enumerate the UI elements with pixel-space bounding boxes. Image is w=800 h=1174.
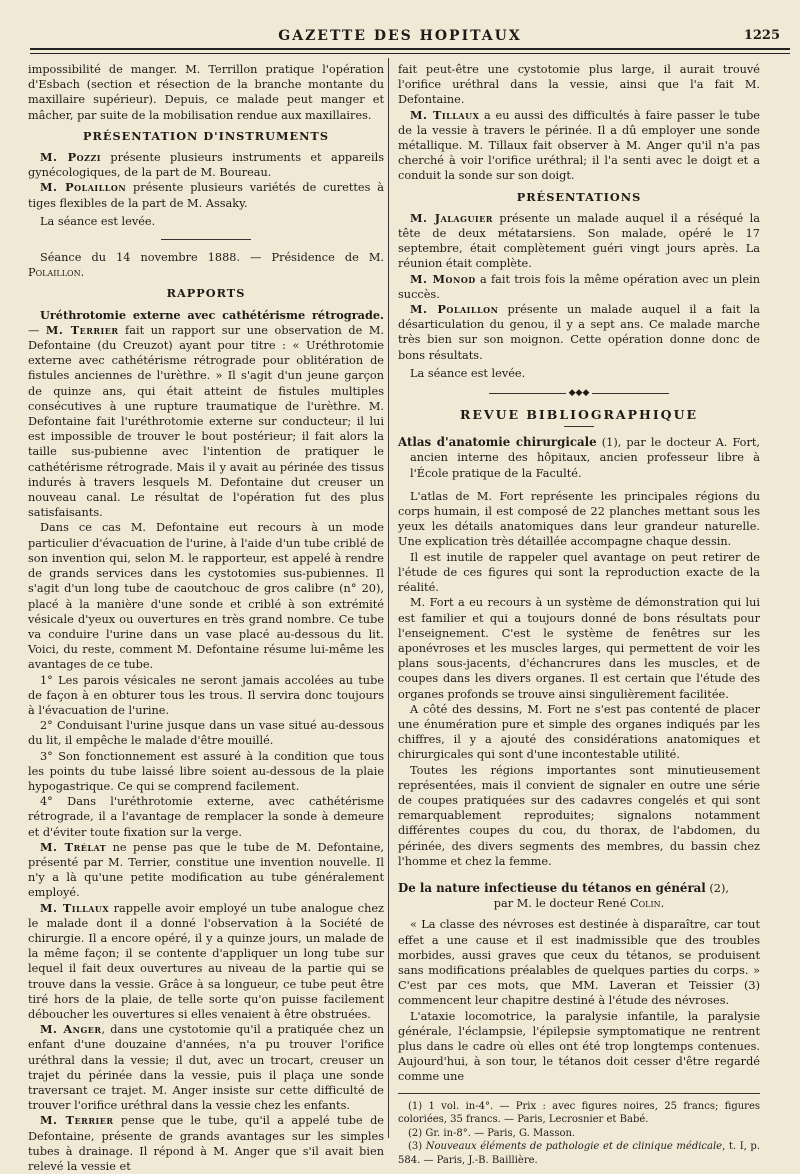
- dash: —: [28, 323, 46, 337]
- footnote-number: (3): [408, 1141, 426, 1153]
- column-divider: [388, 58, 389, 1138]
- header-rule: [30, 48, 790, 54]
- paragraph: Dans ce cas M. Defontaine eut recours à un mode particulier d'évacuation de l'urine, à l'aide d'un tube criblé de son invention qui, selon M. le rapporteur, est appelé à rendre de grands services dans les cystotomies sus-pubiennes. Il s'agit d'un long tube de caoutchouc de gros calibre (n° 20), placé à la manière d'une sonde et criblé à son extrémité vésicale d'yeux ou ouvertures en très grand nombre. Ce tube va conduire l'urine dans un vase placé au-dessous du lit. Voici, du reste, comment M. Defontaine résume lui-même les avantages de ce tube.: [28, 521, 384, 672]
- paragraph: M. Fort a eu recours à un système de démonstration qui lui est familier et qui a toujours donné de bons résultats pour l'enseignement. C'est le système de fenêtres sur les aponévroses et les muscles larges, qui permettent de voir les plans sous-jacents, d'échancrures dans les muscles, et de coupes dans les divers organes. Il est certain que l'étude des organes profonds se trouve ainsi singulièrement facilitée.: [398, 596, 760, 701]
- president-name: Polaillon: [28, 266, 81, 280]
- paragraph: « La classe des névroses est destinée à disparaître, car tout effet a une cause et il est inadmissible que des troubles morbides, aussi graves que ceux du tétanos, se produisent sans modifications préalables de quelques parties du corps. » C'est par ces mots, que MM. Laveran et Teissier (3) commencent leur chapitre destiné à l'étude des névroses.: [398, 918, 760, 1008]
- speaker-name: M. Tillaux: [40, 900, 110, 915]
- paragraph: [28, 1113, 384, 1174]
- paragraph-text: fait un rapport sur une observation de M. Defontaine (du Creuzot) ayant pour titre : « Uréthrotomie externe avec cathétérisme rétrograde pour oblitération de fistules anciennes de l'urèthre. » Il s'agit d'un jeune garçon de quinze ans, qui était atteint de fistules multiples consécutives à une rupture traumatique de l'urèthre. M. Defontaine fait l'uréthrotomie externe sur conducteur; il lui est impossible de trouver le bout postérieur; il fait alors la taille sus-pubienne avec l'intention de pratiquer le cathétérisme rétrograde. Mais il y avait au périnée des tissus indurés à travers lesquels M. Defontaine dut creuser un nouveau canal. Le résultat de l'opération fut des plus satisfaisants.: [28, 323, 384, 520]
- paragraph: fait peut-être une cystotomie plus large, il aurait trouvé l'orifice uréthral dans la vessie, ainsi que l'a fait M. Defontaine.: [398, 63, 760, 107]
- paragraph: [28, 840, 384, 901]
- journal-title: GAZETTE DES HOPITAUX: [278, 28, 522, 44]
- section-heading: RAPPORTS: [166, 286, 246, 301]
- paragraph: La séance est levée.: [40, 214, 156, 228]
- session-end: .: [80, 266, 85, 280]
- paragraph: [28, 180, 384, 210]
- paragraph: [28, 901, 384, 1023]
- speaker-name: M. Anger: [40, 1022, 102, 1037]
- paragraph: A côté des dessins, M. Fort ne s'est pas contenté de placer une énumération pure et simple des organes indiqués par les chiffres, il y a ajouté des considérations anatomiques et chirurgicales qui sont d'une incontestable utilité.: [398, 702, 760, 762]
- author-name: Colin: [629, 897, 661, 911]
- speaker-name: M. Terrier: [45, 322, 119, 337]
- footnote-details: , t. I, p. 584. — Paris, J.-B. Baillière.: [398, 1141, 761, 1166]
- paragraph-text: ne pense pas que le tube de M. Defontaine, présenté par M. Terrier, constitue une invention nouvelle. Il n'y a là qu'une petite modification au tube généralement employé.: [28, 840, 384, 900]
- paragraph-text: présente plusieurs instruments et appareils gynécologiques, de la part de M. Boureau.: [28, 151, 384, 180]
- section-heading: PRÉSENTATIONS: [516, 189, 642, 204]
- speaker-name: M. Polaillon: [410, 302, 499, 317]
- article-title: Uréthrotomie externe avec cathétérisme rétrograde.: [40, 307, 384, 322]
- paragraph-text: a fait trois fois la même opération avec un plein succès.: [398, 272, 760, 301]
- session-text: Séance du 14 novembre 1888. — Présidence de M.: [40, 251, 384, 265]
- paragraph: [398, 211, 760, 272]
- book-details: (1), par le docteur A. Fort, ancien interne des hôpitaux, ancien professeur libre à l'École pratique de la Faculté.: [410, 436, 760, 480]
- ornament-separator: [489, 389, 669, 397]
- paragraph-text: rappelle avoir employé un tube analogue chez le malade dont il a donné l'observation à la Société de chirurgie. Il a encore opéré, il y a quinze jours, un malade de la même façon; il se contente d'appliquer un long tube sur lequel il fait deux ouvertures au niveau de la partie qui se trouve dans la vessie. Grâce à sa longueur, ce tube peut être tiré hors de la plaie, de telle sorte qu'on puisse facilement déboucher les ouvertures si elles venaient à être obstruées.: [28, 901, 384, 1021]
- separator: [564, 426, 594, 427]
- separator: [161, 239, 251, 240]
- footnote: (1) 1 vol. in-4°. — Prix : avec figures noires, 25 francs; figures coloriées, 35 francs. — Paris, Lecrosnier et Babé.: [398, 1100, 760, 1126]
- book-entry-title: [398, 881, 760, 896]
- paragraph-text: a eu aussi des difficultés à faire passer le tube de la vessie à travers le périnée. Il a dû employer une sonde métallique. M. Tillaux fait observer à M. Anger qu'il n'a pas cherché à voir l'orifice uréthral; il l'a senti avec le doigt et a conduit la sonde sur son doigt.: [398, 108, 760, 183]
- paragraph: [28, 1022, 384, 1113]
- paragraph: impossibilité de manger. M. Terrillon pratique l'opération d'Esbach (section et résection de la branche montante du maxillaire supérieur). Depuis, ce malade peut manger et mâcher, par suite de la mobilisation rendue aux maxillaires.: [28, 63, 384, 122]
- speaker-name: M. Monod: [410, 271, 476, 286]
- paragraph-text: présente un malade auquel il a fait la désarticulation du genou, il y a sept ans. Ce malade marche très bien sur son moignon. Cette opération donne donc de bons résultats.: [398, 303, 760, 362]
- footnote: (2) Gr. in-8°. — Paris, G. Masson.: [408, 1127, 576, 1139]
- speaker-name: M. Pozzi: [40, 150, 102, 165]
- speaker-name: M. Trélat: [40, 839, 107, 854]
- book-author-line: [398, 896, 760, 911]
- footnote-book-title: Nouveaux éléments de pathologie et de clinique médicale: [425, 1141, 723, 1153]
- paragraph-text: présente plusieurs variétés de curettes à tiges flexibles de la part de M. Assaky.: [28, 181, 384, 210]
- speaker-name: M. Tillaux: [410, 107, 480, 122]
- page-header: [14, 28, 786, 50]
- section-heading: PRÉSENTATION D'INSTRUMENTS: [83, 128, 329, 143]
- paragraph: [398, 272, 760, 302]
- paragraph: Toutes les régions importantes sont minutieusement représentées, mais il convient de signaler en outre une série de coupes pratiquées sur des cadavres congelés et qui sont remarquablement reproduites; signalons notamment différentes coupes du cou, du thorax, de l'abdomen, du périnée, des divers segments des membres, du bassin chez l'homme et chez la femme.: [398, 763, 760, 868]
- session-line: [28, 250, 384, 280]
- right-column: [398, 62, 760, 1167]
- left-column: [28, 62, 384, 1174]
- list-item: 1° Les parois vésicales ne seront jamais accolées au tube de façon à en obturer tous les trous. Il servira donc toujours à l'évacuation de l'urine.: [28, 673, 384, 717]
- footnote: [398, 1140, 760, 1167]
- paragraph: [28, 150, 384, 180]
- book-entry-title: [398, 435, 760, 481]
- paragraph: L'ataxie locomotrice, la paralysie infantile, la paralysie générale, l'éclampsie, l'épilepsie symptomatique ne rentrent plus dans le cadre où elles ont été trop longtemps contenues. Aujourd'hui, à son tour, le tétanos doit cesser d'être regardé comme une: [398, 1009, 760, 1084]
- speaker-name: M. Jalaguier: [410, 210, 493, 225]
- list-item: 4° Dans l'uréthrotomie externe, avec cathétérisme rétrograde, il a l'avantage de remplacer la sonde à demeure et d'éviter toute fixation sur la verge.: [28, 795, 384, 839]
- paragraph-text: pense que le tube, qu'il a appelé tube de Defontaine, présente de grands avantages sur les simples tubes à drainage. Il répond à M. Anger que s'il avait bien relevé la vessie et: [28, 1114, 384, 1174]
- paragraph: [28, 308, 384, 521]
- paragraph: L'atlas de M. Fort représente les principales régions du corps humain, il est composé de 22 planches mettant sous les yeux les détails anatomiques dans leur grandeur naturelle. Une explication très détaillée accompagne chaque dessin.: [398, 489, 760, 549]
- paragraph: La séance est levée.: [410, 366, 526, 380]
- book-details: (2),: [705, 881, 729, 895]
- paragraph: [398, 108, 760, 184]
- paragraph-text: , dans une cystotomie qu'il a pratiquée chez un enfant d'une douzaine d'années, n'a pu trouver l'orifice uréthral dans la vessie; il dut, avec un trocart, creuser un trajet du périnée dans la vessie, puis il plaça une sonde traversant ce trajet. M. Anger insiste sur cette difficulté de trouver l'orifice uréthral dans la vessie chez les enfants.: [28, 1023, 385, 1113]
- author-end: .: [660, 897, 665, 911]
- page-number: 1225: [743, 28, 780, 43]
- footnotes: [398, 1093, 760, 1168]
- speaker-name: M. Terrier: [40, 1113, 114, 1128]
- paragraph: [398, 302, 760, 363]
- paragraph-text: présente un malade auquel il a réséqué la tête de deux métatarsiens. Son malade, opéré le 17 septembre, était complètement guéri vingt jours après. La réunion était complète.: [398, 211, 760, 271]
- list-item: 3° Son fonctionnement est assuré à la condition que tous les points du tube laissé libre soient au-dessous de la plaie hypogastrique. Ce qui se comprend facilement.: [28, 749, 384, 793]
- list-item: 2° Conduisant l'urine jusque dans un vase situé au-dessous du lit, il empêche le malade d'être mouillé.: [28, 719, 384, 748]
- book-title: De la nature infectieuse du tétanos en général: [398, 880, 706, 895]
- speaker-name: M. Polaillon: [40, 180, 127, 195]
- ornament-icon: ◆◆◆: [566, 388, 593, 398]
- section-heading: REVUE BIBLIOGRAPHIQUE: [459, 407, 699, 423]
- author-prefix: par M. le docteur René: [493, 897, 630, 911]
- book-title: Atlas d'anatomie chirurgicale: [398, 435, 597, 450]
- paragraph: Il est inutile de rappeler quel avantage on peut retirer de l'étude de ces figures qui sont la reproduction exacte de la réalité.: [398, 550, 760, 595]
